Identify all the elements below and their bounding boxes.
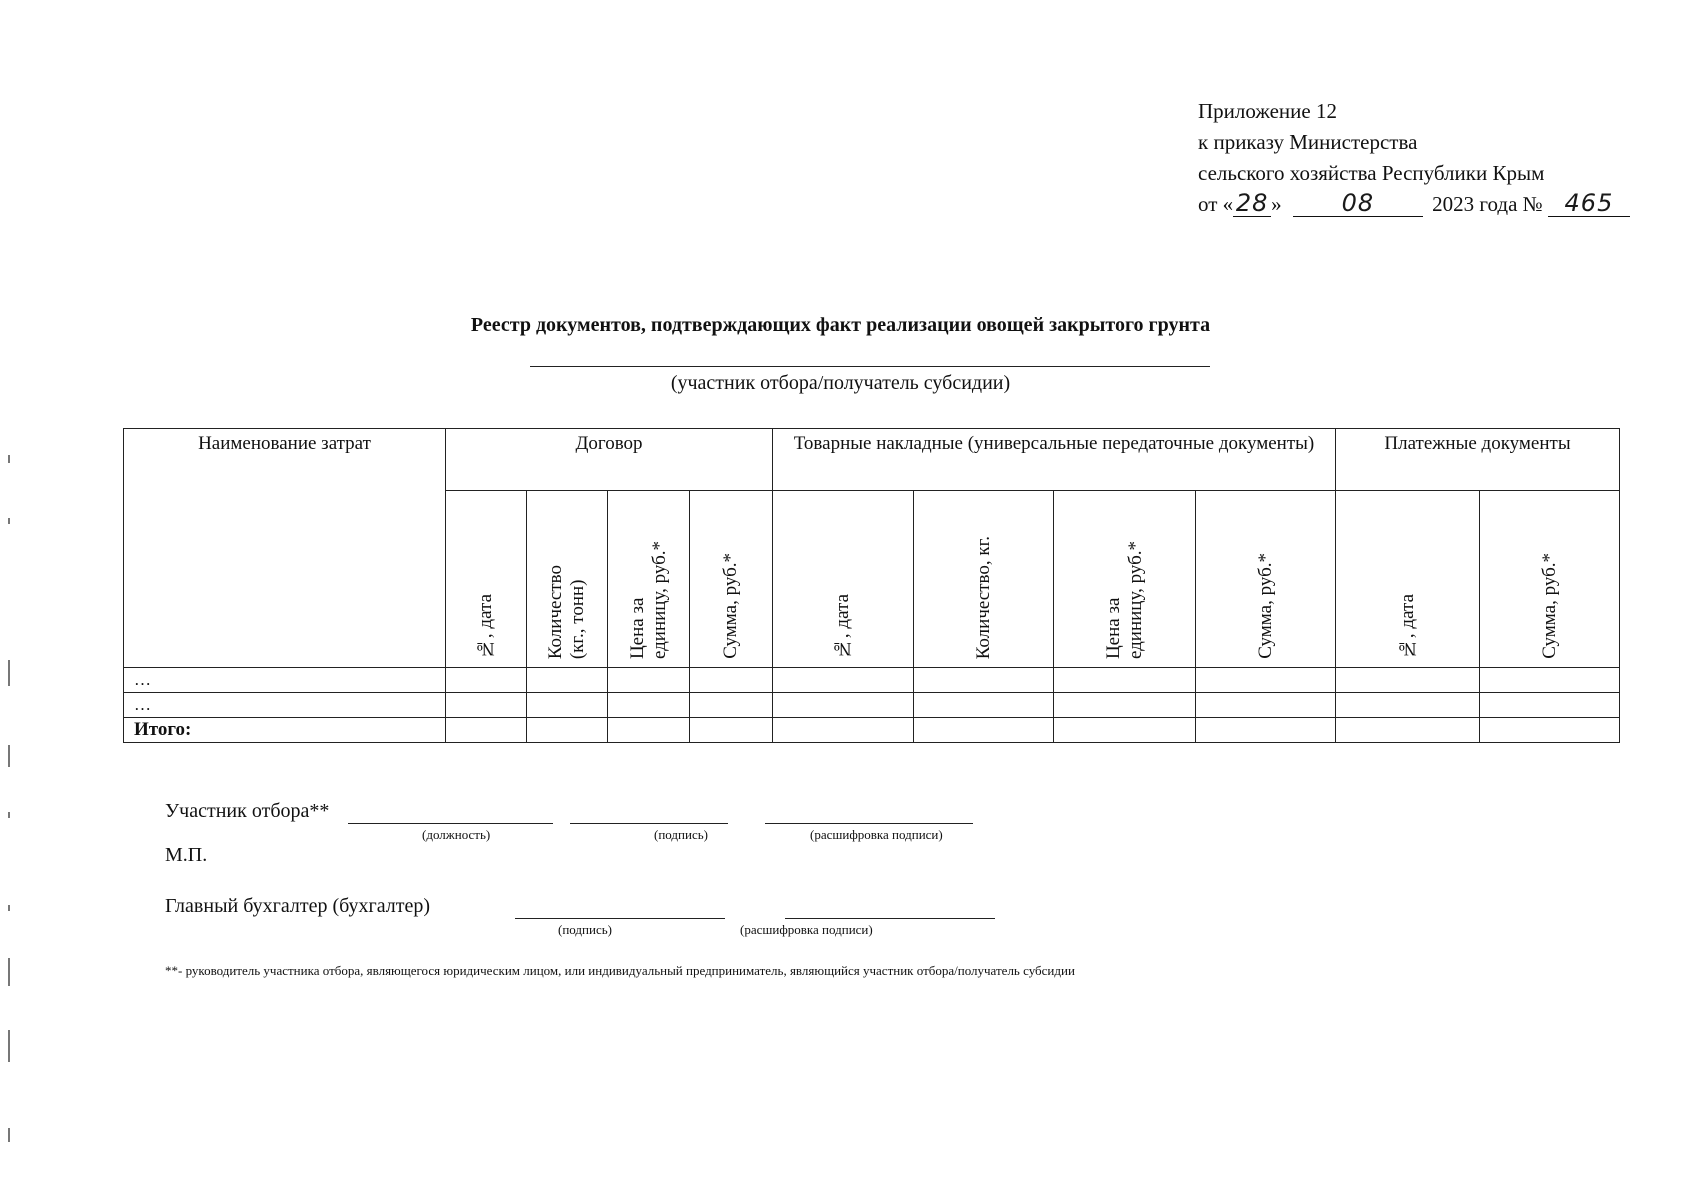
caption-decoding: (расшифровка подписи) [810, 827, 943, 842]
payment-col-sum: Сумма, руб.* [1480, 491, 1620, 668]
scan-mark [8, 745, 10, 767]
participant-caption: (участник отбора/получатель субсидии) [670, 372, 1011, 394]
table-row [124, 693, 1620, 718]
appendix-header [1198, 96, 1630, 220]
signature-line [570, 823, 728, 824]
invoice-col-sum: Сумма, руб.* [1196, 491, 1336, 668]
caption-position: (должность) [422, 827, 491, 842]
accountant-label: Главный бухгалтер (бухгалтер) [165, 895, 431, 917]
scan-mark [8, 660, 10, 686]
contract-col-unit-price: Цена за единицу, руб.* [608, 491, 690, 668]
appendix-number: Приложение 12 [1198, 99, 1337, 123]
accountant-signature-line [515, 918, 725, 919]
invoice-col-number-date: №, дата [773, 491, 914, 668]
caption-accountant-signature: (подпись) [558, 922, 612, 937]
handwritten-order-number: 465 [1548, 190, 1630, 217]
stamp-place: М.П. [165, 844, 208, 866]
registry-table [123, 428, 1620, 743]
row-label: … [124, 668, 446, 693]
order-date-line [1198, 189, 1630, 220]
document-title: Реестр документов, подтверждающих факт реализации овощей закрытого грунта [470, 314, 1211, 336]
scan-mark [8, 1128, 10, 1142]
footnote: **- руководитель участника отбора, являющегося юридическим лицом, или индивидуальный предприниматель, являющийся участник отбора/получатель субсидии [165, 963, 1075, 978]
date-prefix: от « [1198, 192, 1234, 216]
contract-col-quantity: Количество (кг., тонн) [527, 491, 608, 668]
invoice-col-unit-price: Цена за единицу, руб.* [1054, 491, 1196, 668]
ministry-name: сельского хозяйства Республики Крым [1198, 161, 1545, 185]
date-mid: » [1271, 192, 1282, 216]
signature-decoding-line [765, 823, 973, 824]
header-contract: Договор [446, 429, 773, 491]
participant-label: Участник отбора** [165, 800, 330, 822]
participant-name-line [530, 366, 1210, 367]
header-cost-name: Наименование затрат [124, 429, 446, 668]
table-row [124, 668, 1620, 693]
total-label: Итого: [124, 718, 446, 743]
scan-mark [8, 455, 10, 463]
position-line [348, 823, 553, 824]
header-invoices: Товарные накладные (универсальные передаточные документы) [773, 429, 1336, 491]
total-row [124, 718, 1620, 743]
scan-mark [8, 958, 10, 986]
scan-mark [8, 1030, 10, 1062]
row-label: … [124, 693, 446, 718]
caption-signature: (подпись) [654, 827, 708, 842]
handwritten-month: 08 [1293, 190, 1423, 217]
invoice-col-quantity: Количество, кг. [914, 491, 1054, 668]
caption-accountant-decoding: (расшифровка подписи) [740, 922, 873, 937]
order-reference: к приказу Министерства [1198, 130, 1418, 154]
contract-col-number-date: №, дата [446, 491, 527, 668]
handwritten-day: 28 [1233, 190, 1271, 217]
header-payments: Платежные документы [1336, 429, 1620, 491]
scan-mark [8, 905, 10, 911]
accountant-decoding-line [785, 918, 995, 919]
payment-col-number-date: №, дата [1336, 491, 1480, 668]
scan-mark [8, 518, 10, 524]
date-year: 2023 года № [1432, 192, 1543, 216]
contract-col-sum: Сумма, руб.* [690, 491, 773, 668]
scan-mark [8, 812, 10, 818]
